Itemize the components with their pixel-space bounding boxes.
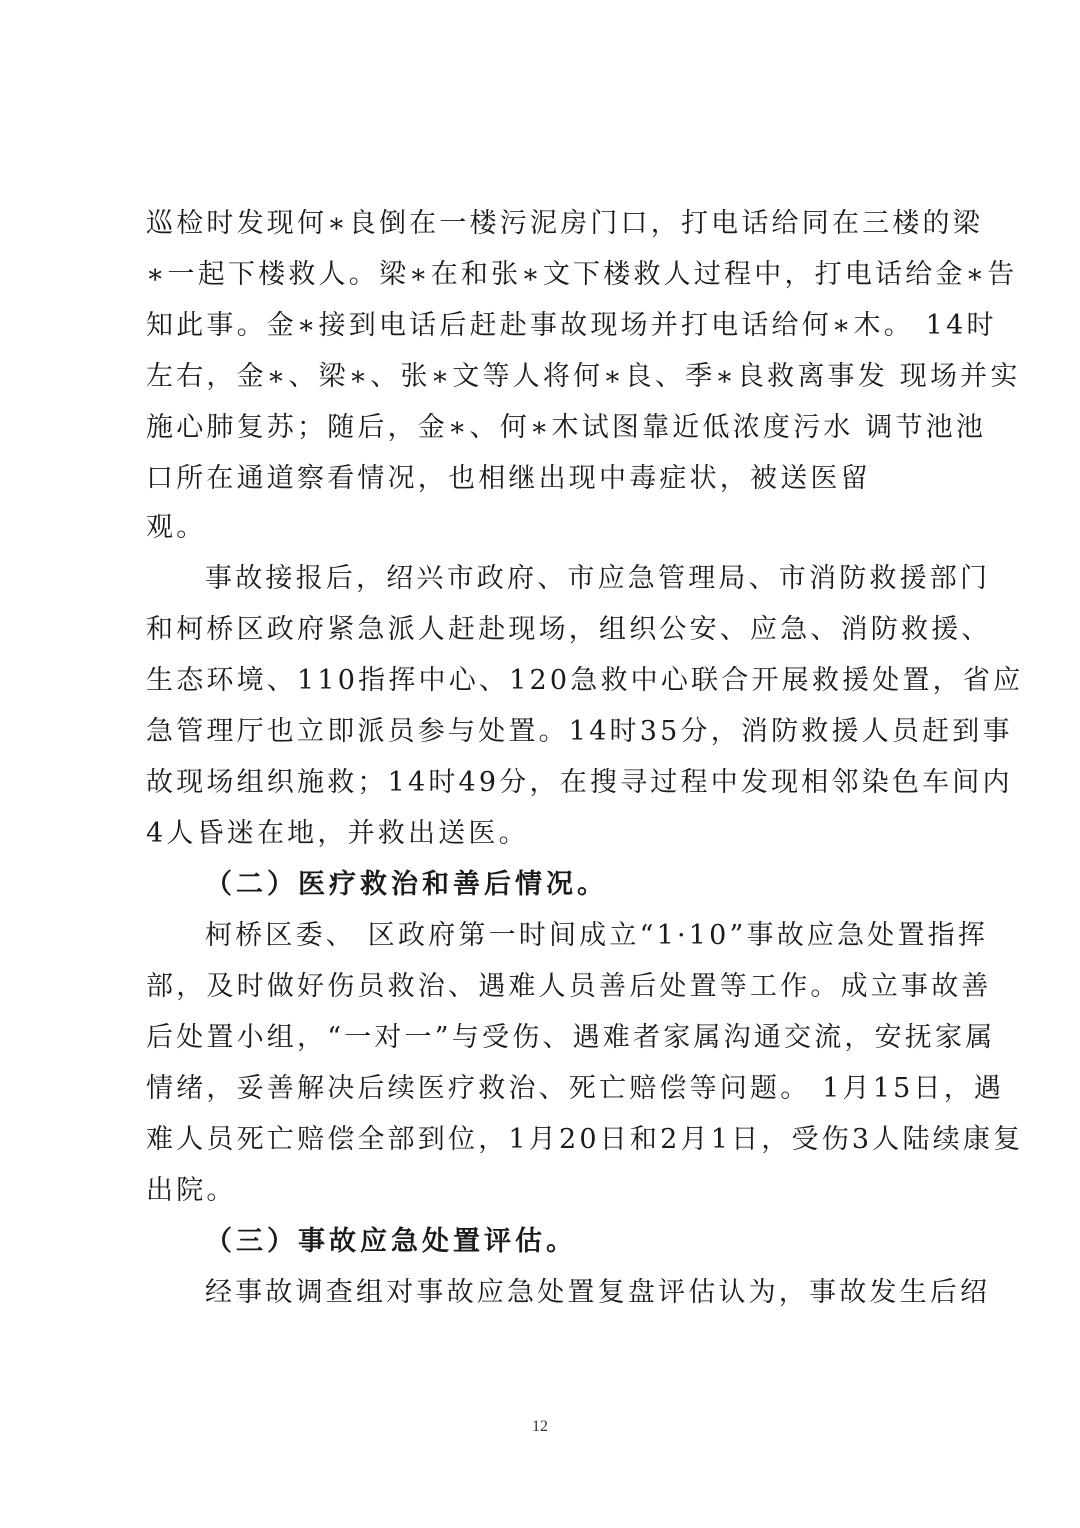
section-heading: （三）事故应急处置评估。 xyxy=(205,1226,577,1257)
text-line: 难人员死亡赔偿全部到位，1月20日和2月1日，受伤3人陆续康复 xyxy=(146,1124,1024,1155)
text-line: 口所在通道察看情况，也相继出现中毒症状，被送医留 xyxy=(146,463,871,494)
text-line: 生态环境、110指挥中心、120急救中心联合开展救援处置，省应 xyxy=(146,665,1024,696)
text-line: 柯桥区委、 区政府第一时间成立“1·10”事故应急处置指挥 xyxy=(205,920,989,951)
text-line: 经事故调查组对事故应急处置复盘评估认为，事故发生后绍 xyxy=(205,1277,991,1308)
text-line: 4人昏迷在地，并救出送医。 xyxy=(146,818,529,849)
text-line: 知此事。金∗接到电话后赶赴事故现场并打电话给何∗木。 14时 xyxy=(146,310,997,341)
page-number: 12 xyxy=(532,1418,548,1435)
text-line: 情绪，妥善解决后续医疗救治、死亡赔偿等问题。 1月15日，遇 xyxy=(146,1073,1005,1104)
text-line: 故现场组织施救；14时49分，在搜寻过程中发现相邻染色车间内 xyxy=(146,767,1013,798)
text-line: 巡检时发现何∗良倒在一楼污泥房门口，打电话给同在三楼的梁 xyxy=(146,208,983,239)
text-line: ∗一起下楼救人。梁∗在和张∗文下楼救人过程中，打电话给金∗告 xyxy=(146,259,1018,290)
text-line: 出院。 xyxy=(146,1175,237,1206)
text-line: 观。 xyxy=(146,512,207,543)
text-line: 和柯桥区政府紧急派人赶赴现场，组织公安、应急、消防救援、 xyxy=(146,614,992,645)
section-heading: （二）医疗救治和善后情况。 xyxy=(205,869,608,900)
text-line: 左右，金∗、梁∗、张∗文等人将何∗良、季∗良救离事发 现场并实 xyxy=(146,361,1021,392)
text-line: 部，及时做好伤员救治、遇难人员善后处置等工作。成立事故善 xyxy=(146,971,992,1002)
text-line: 后处置小组，“一对一”与受伤、遇难者家属沟通交流，安抚家属 xyxy=(146,1022,996,1053)
text-line: 施心肺复苏；随后，金∗、何∗木试图靠近低浓度污水 调节池池 xyxy=(146,412,987,443)
text-line: 急管理厅也立即派员参与处置。14时35分，消防救援人员赶到事 xyxy=(146,716,1013,747)
text-line: 事故接报后，绍兴市政府、市应急管理局、市消防救援部门 xyxy=(205,563,991,594)
